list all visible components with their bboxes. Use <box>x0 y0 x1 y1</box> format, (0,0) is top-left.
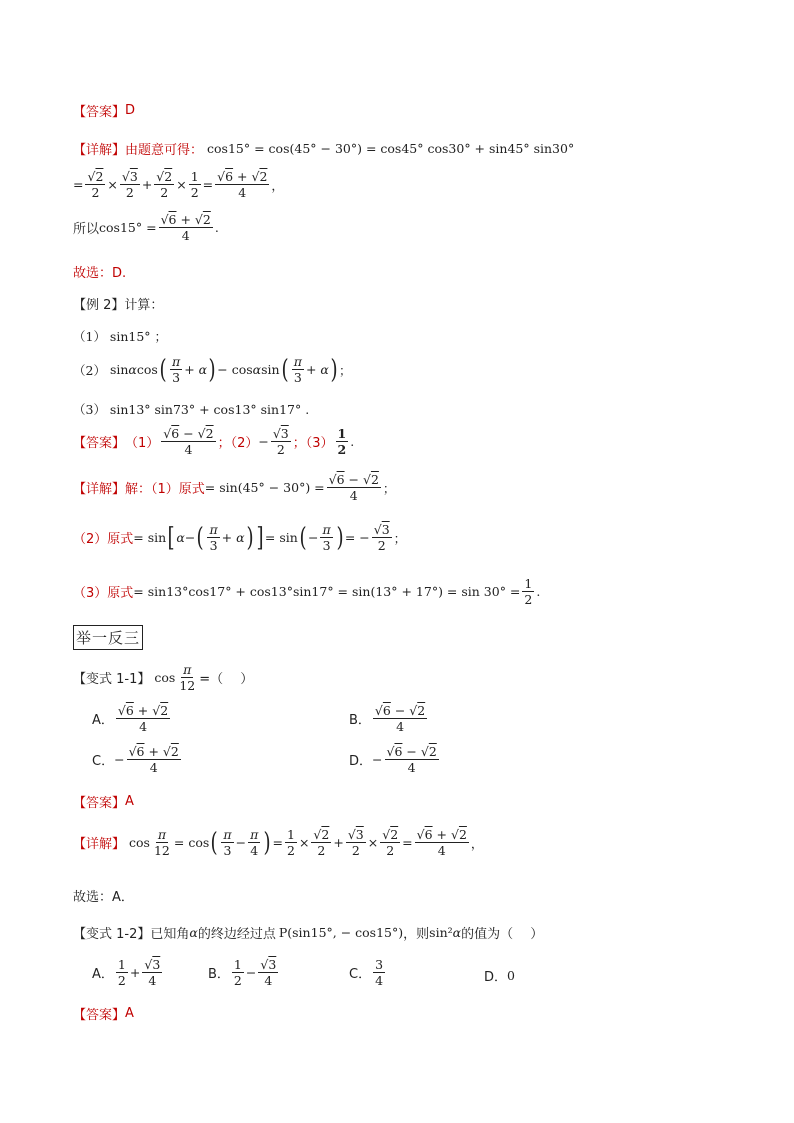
variant-1-answer <box>73 792 134 811</box>
example-2-q1 <box>73 327 167 345</box>
detail-equation-1: cos15° = cos(45° − 30°) = cos45° cos30° + sin45° sin30° <box>207 141 575 156</box>
variant-1-detail-label: 【详解】 <box>73 837 126 853</box>
example-2-title <box>73 294 163 313</box>
variant-2-answer-value: A <box>125 1006 134 1021</box>
detail-2-line-3: （3）原式 = sin13°cos17° + cos13°sin17° = sin(13° + 17°) = sin 30° = $\frac{1}{2}$ . <box>73 576 541 608</box>
variant-2-stem-c: ，则 <box>403 927 430 942</box>
detail-2-prefix-2: （2）原式 <box>73 532 134 548</box>
detail-2-line-1: 【详解】 解：（1）原式 = sin(45° − 30°) = $\frac{√6 - √2}{4}$ ； <box>73 472 396 504</box>
variant-1-stem: 【变式 1-1】 cos $\frac{\pi}{12}$ =（ ） <box>73 662 254 694</box>
variant-2-stem-b: 的终边经过点 <box>197 927 276 942</box>
option-b-label: B． <box>349 713 371 729</box>
variant-2-answer-label: 【答案】 <box>73 1008 126 1023</box>
answer-2-part3: ；（3） <box>292 436 334 452</box>
v2-option-d-value: 0 <box>507 968 515 983</box>
answer-line-1 <box>73 101 135 120</box>
option-a-label: A． <box>92 713 114 729</box>
variant-2-option-d[interactable] <box>484 966 515 985</box>
variant-1-option-a[interactable]: A． $\frac{√6 + √2}{4}$ <box>92 703 169 735</box>
variant-1-title: 【变式 1-1】 <box>73 672 151 688</box>
detail-2-line-2: （2）原式 = sin [ α − ( $\frac{\pi}{3}$ + α ) ] = sin ( − $\frac{\pi}{3}$ ) = − $\frac{√3}{2}$ ； <box>73 522 407 554</box>
variant-1-choose-text: 故选：A． <box>73 890 134 905</box>
detail-2-label: 【详解】 <box>73 482 126 498</box>
answer-2-part2: ；（2） <box>217 436 259 452</box>
variant-2-title: 【变式 1-2】 <box>73 927 151 942</box>
variant-2-answer <box>73 1004 134 1023</box>
variant-2-stem: 【变式 1-2】 已知角 α 的终边经过点 P(sin15°, − cos15°) ，则 sin²α 的值为（ ） <box>73 925 544 942</box>
variant-2-stem-a: 已知角 <box>150 927 190 942</box>
variant-2-option-c[interactable]: C． $\frac{3}{4}$ <box>349 957 384 989</box>
so-prefix: 所以 <box>73 222 100 238</box>
so-lhs: cos15° = <box>99 220 157 236</box>
answer-label: 【答案】 <box>73 105 126 120</box>
section-title: 举一反三 <box>73 625 143 650</box>
example-2-q2: （2） sinαcos ( $\frac{\pi}{3}$ + α ) − cosαsin ( $\frac{\pi}{3}$ + α ) ； <box>73 354 352 386</box>
q3-text: （3） sin13° sin73° + cos13° sin17° . <box>73 402 310 417</box>
variant-2-point: P(sin15°, − cos15°) <box>278 925 404 940</box>
detail-line-1 <box>73 139 574 158</box>
q1-text: （1） sin15° ； <box>73 329 168 344</box>
v2-option-b-label: B． <box>208 967 230 983</box>
variant-1-option-c[interactable]: C． − $\frac{√6 + √2}{4}$ <box>92 744 179 776</box>
variant-1-answer-label: 【答案】 <box>73 796 126 811</box>
option-c-label: C． <box>92 754 115 770</box>
detail-equation-2: = $\frac{√2}{2}$ × $\frac{√3}{2}$ + $\frac{√2}{2}$ × $\frac{1}{2}$ = $\frac{√6 + √2}{4}$ ， <box>73 169 284 201</box>
v2-option-a-label: A． <box>92 967 114 983</box>
option-d-label: D． <box>349 754 373 770</box>
section-heading <box>73 625 143 650</box>
detail-2-prefix-3: （3）原式 <box>73 586 134 602</box>
answer-line-2: 【答案】 （1） $\frac{√6 - √2}{4}$ ；（2） − $\frac{√3}{2}$ ；（3） $\frac{1}{2}$ . <box>73 426 355 458</box>
variant-2-option-b[interactable]: B． $\frac{1}{2}$ − $\frac{√3}{4}$ <box>208 957 277 989</box>
variant-2-stem-d: 的值为（ ） <box>461 927 544 942</box>
example-2-q3 <box>73 400 309 418</box>
example-title-text: 【例 2】计算： <box>73 298 164 313</box>
conclusion-line: 所以 cos15° = $\frac{√6 + √2}{4}$ . <box>73 212 219 244</box>
variant-2-option-a[interactable]: A． $\frac{1}{2}$ + $\frac{√3}{4}$ <box>92 957 161 989</box>
variant-1-option-b[interactable]: B． $\frac{√6 - √2}{4}$ <box>349 703 426 735</box>
detail-2-prefix-1: 解：（1）原式 <box>125 482 205 498</box>
detail-2-equation-3: = sin13°cos17° + cos13°sin17° = sin(13° + 17°) = sin 30° = <box>133 584 521 600</box>
choose-text: 故选：D. <box>73 266 127 281</box>
variant-1-choose <box>73 886 134 905</box>
variant-1-stem-end: =（ ） <box>199 672 254 688</box>
answer-2-part1: （1） <box>125 436 160 452</box>
variant-1-detail: 【详解】 cos $\frac{\pi}{12}$ = cos ( $\frac{\pi}{3}$ − $\frac{\pi}{4}$ ) = $\frac{1}{2}$ × $\frac{√2}{2}$ + $\frac{√3}{2}$ × $\frac{√2}{2}$ = $\frac{√6 + √2}{4}$ ， <box>73 827 484 859</box>
choose-line-1 <box>73 262 126 281</box>
answer-value: D <box>125 103 136 118</box>
detail-intro: 由题意可得： <box>125 143 204 158</box>
variant-1-option-d[interactable]: D． − $\frac{√6 - √2}{4}$ <box>349 744 437 776</box>
detail-label: 【详解】 <box>73 143 126 158</box>
v2-option-d-label: D． <box>484 970 508 985</box>
variant-1-answer-value: A <box>125 794 134 809</box>
answer-2-label: 【答案】 <box>73 436 126 452</box>
q2-label: （2） <box>73 362 106 378</box>
v2-option-c-label: C． <box>349 967 372 983</box>
